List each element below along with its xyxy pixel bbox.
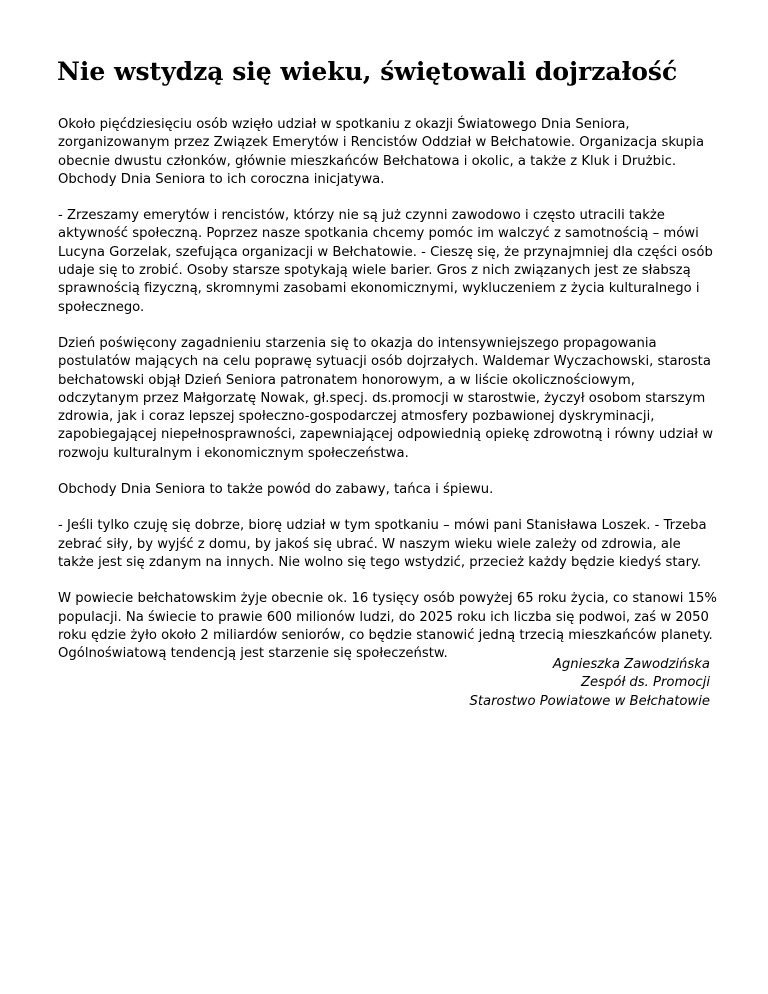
article-title: Nie wstydzą się wieku, świętowali dojrzałość [57, 57, 678, 86]
article-body [58, 116, 718, 681]
article-paragraph: - Jeśli tylko czuję się dobrze, biorę udział w tym spotkaniu – mówi pani Stanisława Loszek. - Trzeba zebrać siły, by wyjść z domu, by jakoś się ubrać. W naszym wieku wiele zależy od zdrowia, ale także jest się zdanym na innych. Nie wolno się tego wstydzić, przecież każdy będzie kiedyś stary. [58, 518, 707, 570]
article-paragraph: W powiecie bełchatowskim żyje obecnie ok. 16 tysięcy osób powyżej 65 roku życia, co stanowi 15% populacji. Na świecie to prawie 600 milionów ludzi, do 2025 roku ich liczba się podwoi, zaś w 2050 roku ędzie żyło około 2 miliardów seniorów, co będzie stanowić jedną trzecią mieszkańców planety. Ogólnoświatową tendencją jest starzenie się społeczeństw. [58, 591, 717, 662]
article-paragraph: Około pięćdziesięciu osób wzięło udział w spotkaniu z okazji Światowego Dnia Seniora, zorganizowanym przez Związek Emerytów i Rencistów Oddział w Bełchatowie. Organizacja skupia obecnie dwustu członków, głównie mieszkańców Bełchatowa i okolic, a także z Kluk i Drużbic. Obchody Dnia Seniora to ich coroczna inicjatywa. [58, 117, 705, 187]
signature-office: Starostwo Powiatowe w Bełchatowie [469, 693, 710, 709]
article-paragraph: Obchody Dnia Seniora to także powód do zabawy, tańca i śpiewu. [58, 482, 494, 498]
article-paragraph: Dzień poświęcony zagadnieniu starzenia się to okazja do intensywniejszego propagowania postulatów mających na celu poprawę sytuacji osób dojrzałych. Waldemar Wyczachowski, starosta bełchatowski objął Dzień Seniora patronatem honorowym, a w liście okolicznościowym, odczytanym przez Małgorzatę Nowak, gł.specj. ds.promocji w starostwie, życzył osobom starszym zdrowia, jak i coraz lepszej społeczno-gospodarczej atmosfery pozbawionej dyskryminacji, zapobiegającej niepełnosprawności, zapewniającej odpowiednią opiekę zdrowotną i równy udział w rozwoju kulturalnym i ekonomicznym społeczeństwa. [58, 335, 714, 461]
signature-block [470, 656, 711, 711]
article-paragraph: - Zrzeszamy emerytów i rencistów, którzy nie są już czynni zawodowo i często utracili także aktywność społeczną. Poprzez nasze spotkania chcemy pomóc im walczyć z samotnością – mówi Lucyna Gorzelak, szefująca organizacji w Bełchatowie. - Cieszę się, że przynajmniej dla części osób udaje się to zrobić. Osoby starsze spotykają wiele barier. Gros z nich związanych jest ze słabszą sprawnością fizyczną, skromnymi zasobami ekonomicznymi, wykluczeniem z życia kulturalnego i społecznego. [58, 208, 713, 315]
signature-team: Zespół ds. Promocji [581, 675, 710, 691]
signature-author: Agnieszka Zawodzińska [552, 657, 710, 672]
